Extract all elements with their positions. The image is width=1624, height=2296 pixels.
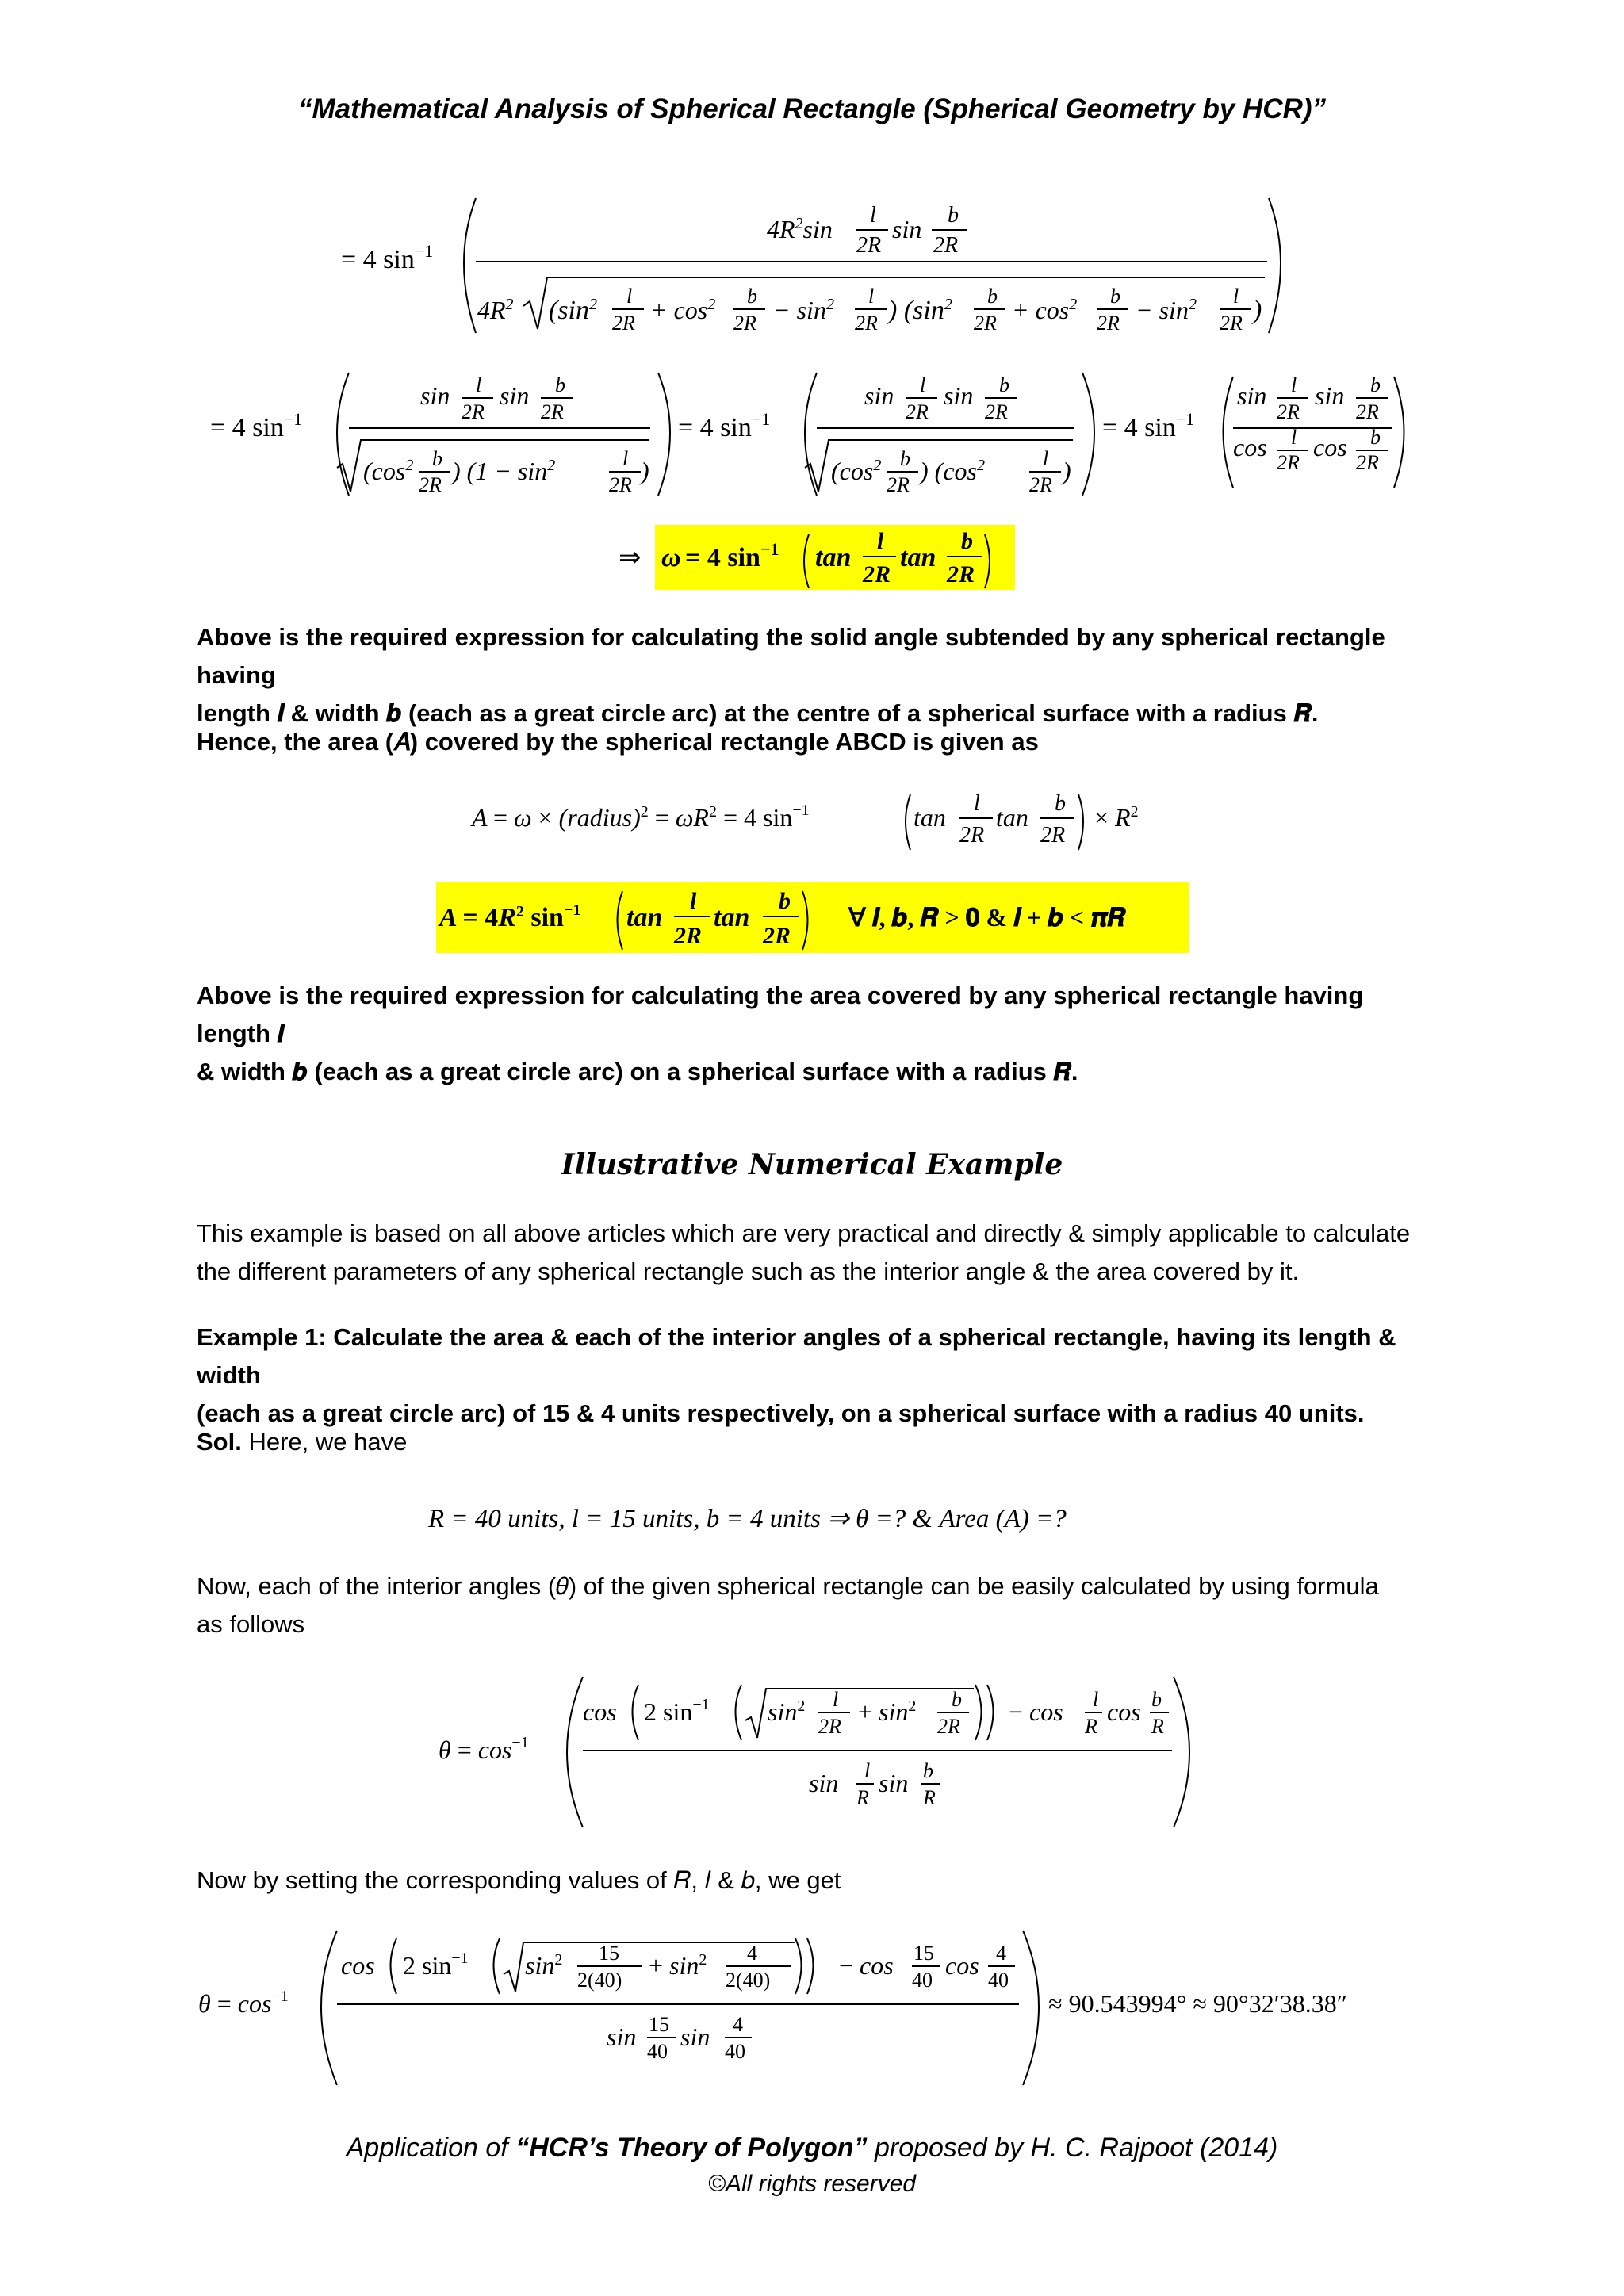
svg-text:R: R <box>856 1786 869 1809</box>
paragraph-line: Above is the required expression for calculating the solid angle subtended by any spherical rectangle having <box>197 623 1385 689</box>
svg-text:− sin2: − $\sin^2$ <box>1136 296 1197 324</box>
svg-text:2R: 2R <box>856 233 882 258</box>
svg-text:sin2: $\sin^2$ <box>525 1951 563 1980</box>
equation-block-1 <box>0 166 1624 349</box>
svg-text:l: l <box>877 528 884 554</box>
svg-text:A = 4R2 sin−1: $A = 4R^2$ $\sin^{-1}$ <box>439 901 581 932</box>
svg-text:× R2: × $R^2$ <box>1094 803 1139 832</box>
svg-text:A = ω × (radius)2 = ωR2 = 4 si: A = ω × (radius)$^2$ = $\omega R^2 = 4$ $\sin^{-1}$ <box>472 802 810 832</box>
example-statement <box>197 1318 1434 1433</box>
svg-text:− sin2: − $\sin^2$ <box>773 296 834 324</box>
svg-text:sin: sin <box>864 381 894 410</box>
theta-numeric <box>0 1919 1624 2093</box>
svg-text:): ) <box>641 457 649 485</box>
svg-text:b: b <box>747 285 757 308</box>
svg-text:2R: 2R <box>612 312 635 335</box>
svg-text:b: b <box>1055 791 1066 816</box>
svg-text:+ cos2: + $\cos^2$ <box>650 296 716 324</box>
footer-theory-name: “HCR’s Theory of Polygon” <box>515 2133 868 2163</box>
svg-text:2(40): 2(40) <box>726 1969 771 1992</box>
svg-text:): ) <box>1253 296 1262 325</box>
svg-text:l: l <box>1291 426 1297 449</box>
paragraph-line: : Calculate the area & each of the interior angles of a spherical rectangle, having its length & width <box>197 1323 1396 1389</box>
svg-text:): ) <box>1063 457 1071 485</box>
paragraph-line: (each as a great circle arc) of 15 & 4 units respectively, on a spherical surface with a radius 40 units. <box>197 1399 1365 1427</box>
svg-text:l: l <box>1233 285 1239 308</box>
svg-text:sin: sin <box>892 215 922 243</box>
svg-text:2R: 2R <box>541 400 564 423</box>
svg-text:2R: 2R <box>1220 312 1243 335</box>
svg-text:b: b <box>900 447 910 470</box>
svg-text:sin: sin <box>680 2022 710 2051</box>
svg-text:b: b <box>555 373 565 396</box>
svg-text:4: 4 <box>733 2013 743 2036</box>
paragraph-line: the different parameters of any spherical rectangle such as the interior angle & the area covered by it. <box>197 1257 1300 1285</box>
svg-text:tan: tan <box>900 543 936 572</box>
svg-text:= 4 sin−1: = 4 $\sin^{-1}$ <box>1102 409 1195 442</box>
svg-text:40: 40 <box>725 2040 745 2063</box>
svg-text:) (1 − sin2: ) ($1 - \sin^2$ <box>452 457 556 485</box>
sol-label: Sol. <box>197 1428 242 1456</box>
svg-text:b: b <box>948 203 959 228</box>
paragraph-example-intro <box>197 1215 1434 1291</box>
svg-text:2R: 2R <box>887 473 910 496</box>
svg-text:4R2: $4R^2$ <box>477 296 514 324</box>
svg-text:sin: sin <box>607 2022 637 2051</box>
svg-text:= 4 sin−1: = 4 $\sin^{-1}$ <box>341 241 434 274</box>
omega-formula <box>619 525 1015 590</box>
svg-text:2R: 2R <box>1029 473 1052 496</box>
svg-text:− cos: − cos <box>1009 1697 1063 1726</box>
svg-text:b: b <box>952 1688 962 1711</box>
svg-text:sin2: $\sin^2$ <box>768 1697 806 1726</box>
svg-text:b: b <box>779 888 791 914</box>
svg-text:) (cos2: ) ($\cos^2$ <box>920 457 985 485</box>
svg-text:) (sin2: ) ($\sin^2$ <box>888 296 952 325</box>
svg-text:= 4 sin−1: = 4 $\sin^{-1}$ <box>678 409 771 442</box>
equation-block-2 <box>0 357 1624 499</box>
svg-text:40: 40 <box>988 1969 1009 1992</box>
svg-text:θ = cos−1: $\theta = \cos^{-1}$ <box>439 1734 529 1764</box>
paragraph-line: This example is based on all above articles which are very practical and directly & simply applicable to calculate <box>197 1219 1411 1247</box>
svg-text:l: l <box>920 373 926 396</box>
svg-text:b: b <box>1370 426 1381 449</box>
svg-text:sin: sin <box>500 381 530 410</box>
svg-text:− cos: − cos <box>839 1951 894 1980</box>
svg-text:ω: ω <box>661 543 681 572</box>
solution-intro <box>197 1423 1434 1461</box>
example-label: Example 1 <box>197 1323 319 1351</box>
svg-text:4: 4 <box>747 1942 757 1965</box>
svg-text:cos: cos <box>1313 433 1347 461</box>
svg-text:b: b <box>432 447 442 470</box>
page-header: “Mathematical Analysis of Spherical Rectangle (Spherical Geometry by HCR)” <box>297 94 1327 124</box>
svg-text:+ sin2: + $\sin^2$ <box>858 1697 917 1726</box>
svg-text:40: 40 <box>647 2040 668 2063</box>
svg-text:(cos2: ($\cos^2$ <box>363 457 414 485</box>
svg-text:sin: sin <box>809 1769 839 1797</box>
svg-text:b: b <box>923 1759 933 1782</box>
svg-text:2R: 2R <box>985 400 1008 423</box>
svg-text:sin: sin <box>944 381 974 410</box>
area-result <box>436 882 1189 953</box>
paragraph-substitution: Now by setting the corresponding values of 𝑅, 𝑙 & 𝑏, we get <box>197 1866 841 1894</box>
theta-formula <box>0 1665 1624 1831</box>
svg-text:2R: 2R <box>1277 451 1300 474</box>
svg-text:tan: tan <box>914 803 946 832</box>
svg-text:R: R <box>1085 1715 1097 1738</box>
svg-text:2 sin−1: 2 $\sin^{-1}$ <box>644 1696 710 1726</box>
svg-text:2R: 2R <box>609 473 632 496</box>
svg-text:l: l <box>1291 373 1297 396</box>
svg-text:cos: cos <box>341 1951 375 1980</box>
footer-line-1 <box>0 2133 1624 2164</box>
svg-text:tan: tan <box>815 543 852 572</box>
paragraph-formula-intro <box>197 1567 1434 1644</box>
paragraph-line: as follows <box>197 1610 305 1638</box>
svg-text:tan: tan <box>996 803 1028 832</box>
svg-text:4R2sin: $4R^2\sin$ <box>767 215 833 243</box>
svg-text:15: 15 <box>599 1942 619 1965</box>
svg-text:= 4 sin−1: = 4 $\sin^{-1}$ <box>210 409 303 442</box>
area-equation <box>0 785 1624 856</box>
svg-text:2R: 2R <box>906 400 929 423</box>
svg-text:l: l <box>864 1759 871 1782</box>
svg-text:(cos2: ($\cos^2$ <box>831 457 882 485</box>
svg-text:l: l <box>870 203 876 228</box>
svg-text:b: b <box>987 285 998 308</box>
svg-text:b: b <box>1151 1688 1162 1711</box>
svg-text:2R: 2R <box>1277 400 1300 423</box>
paragraph-line: & width 𝒃 (each as a great circle arc) on a spherical surface with a radius 𝑹. <box>197 1058 1078 1085</box>
svg-text:tan: tan <box>626 903 663 932</box>
footer-copyright: ©All rights reserved <box>707 2171 917 2197</box>
svg-text:cos: cos <box>583 1697 617 1726</box>
svg-text:2R: 2R <box>733 312 756 335</box>
svg-text:R: R <box>923 1786 936 1809</box>
svg-text:l: l <box>1043 447 1049 470</box>
paragraph-line: Now, each of the interior angles (𝜃) of the given spherical rectangle can be easily calculated by using formula <box>197 1572 1379 1600</box>
svg-text:sin: sin <box>1315 381 1345 410</box>
area-condition: ∀ 𝒍, 𝒃, 𝑹 > 𝟎 & 𝒍 + 𝒃 < 𝝅𝑹 <box>848 903 1126 932</box>
svg-text:2R: 2R <box>1040 823 1066 848</box>
svg-text:b: b <box>999 373 1009 396</box>
svg-text:2R: 2R <box>933 233 959 258</box>
svg-text:2R: 2R <box>763 923 791 949</box>
sol-text: Here, we have <box>241 1428 408 1456</box>
svg-text:cos: cos <box>945 1951 979 1980</box>
given-values: R = 40 units, l = 15 units, b = 4 units ⇒ θ =? & Area (A) =? <box>428 1505 1067 1533</box>
svg-text:l: l <box>1093 1688 1099 1711</box>
svg-text:θ = cos−1: $\theta = \cos^{-1}$ <box>198 1988 289 2018</box>
svg-text:2 sin−1: 2 $\sin^{-1}$ <box>403 1950 469 1980</box>
svg-text:2R: 2R <box>462 400 485 423</box>
svg-text:sin: sin <box>420 381 450 410</box>
svg-text:l: l <box>622 447 629 470</box>
svg-text:2R: 2R <box>974 312 997 335</box>
section-title: Illustrative Numerical Example <box>561 1148 1063 1181</box>
svg-text:2R: 2R <box>1356 451 1379 474</box>
svg-text:sin: sin <box>879 1769 909 1797</box>
svg-text:b: b <box>961 528 973 554</box>
svg-text:2R: 2R <box>674 923 703 949</box>
svg-text:2R: 2R <box>855 312 878 335</box>
footer-text: Application of <box>346 2133 516 2163</box>
svg-text:2R: 2R <box>419 473 442 496</box>
svg-text:2R: 2R <box>959 823 985 848</box>
svg-text:= 4 sin−1: = 4 $\sin^{-1}$ <box>685 539 779 572</box>
svg-text:2R: 2R <box>863 561 891 587</box>
svg-text:4: 4 <box>996 1942 1006 1965</box>
svg-text:(sin2: ($\sin^2$ <box>549 296 597 325</box>
svg-text:tan: tan <box>714 903 750 932</box>
svg-text:2R: 2R <box>818 1715 841 1738</box>
svg-text:2(40): 2(40) <box>577 1969 622 1992</box>
svg-text:cos: cos <box>1107 1697 1141 1726</box>
svg-text:R: R <box>1151 1715 1164 1738</box>
svg-text:cos: cos <box>1233 433 1267 461</box>
paragraph-area-expression <box>197 977 1434 1091</box>
svg-text:l: l <box>626 285 633 308</box>
theta-result: ≈ 90.543994° ≈ 90°32′38.38″ <box>1048 1989 1348 2018</box>
footer-text: proposed by H. C. Rajpoot (2014) <box>867 2133 1278 2163</box>
svg-text:2R: 2R <box>947 561 975 587</box>
svg-text:2R: 2R <box>937 1715 960 1738</box>
svg-text:2R: 2R <box>1097 312 1120 335</box>
paragraph-line: Above is the required expression for calculating the area covered by any spherical rectangle having length 𝒍 <box>197 982 1364 1047</box>
svg-text:b: b <box>1370 373 1381 396</box>
svg-text:b: b <box>1110 285 1120 308</box>
svg-text:2R: 2R <box>1356 400 1379 423</box>
omega-result <box>619 525 1015 594</box>
paragraph-line: length 𝒍 & width 𝒃 (each as a great circle arc) at the centre of a spherical surface with a radius 𝑹. <box>197 699 1319 727</box>
svg-text:+ sin2: + $\sin^2$ <box>649 1951 707 1980</box>
svg-text:⇒: ⇒ <box>619 543 642 572</box>
paragraph-solid-angle <box>197 618 1434 733</box>
svg-text:sin: sin <box>1237 381 1267 410</box>
svg-text:l: l <box>868 285 875 308</box>
svg-text:l: l <box>690 888 697 914</box>
svg-text:15: 15 <box>914 1942 934 1965</box>
svg-text:15: 15 <box>649 2013 669 2036</box>
svg-text:40: 40 <box>912 1969 933 1992</box>
svg-text:l: l <box>476 373 482 396</box>
svg-text:+ cos2: + $\cos^2$ <box>1012 296 1078 324</box>
svg-text:l: l <box>833 1688 839 1711</box>
paragraph-area-intro: Hence, the area (𝐴) covered by the spherical rectangle ABCD is given as <box>197 728 1039 756</box>
svg-text:l: l <box>974 791 980 816</box>
